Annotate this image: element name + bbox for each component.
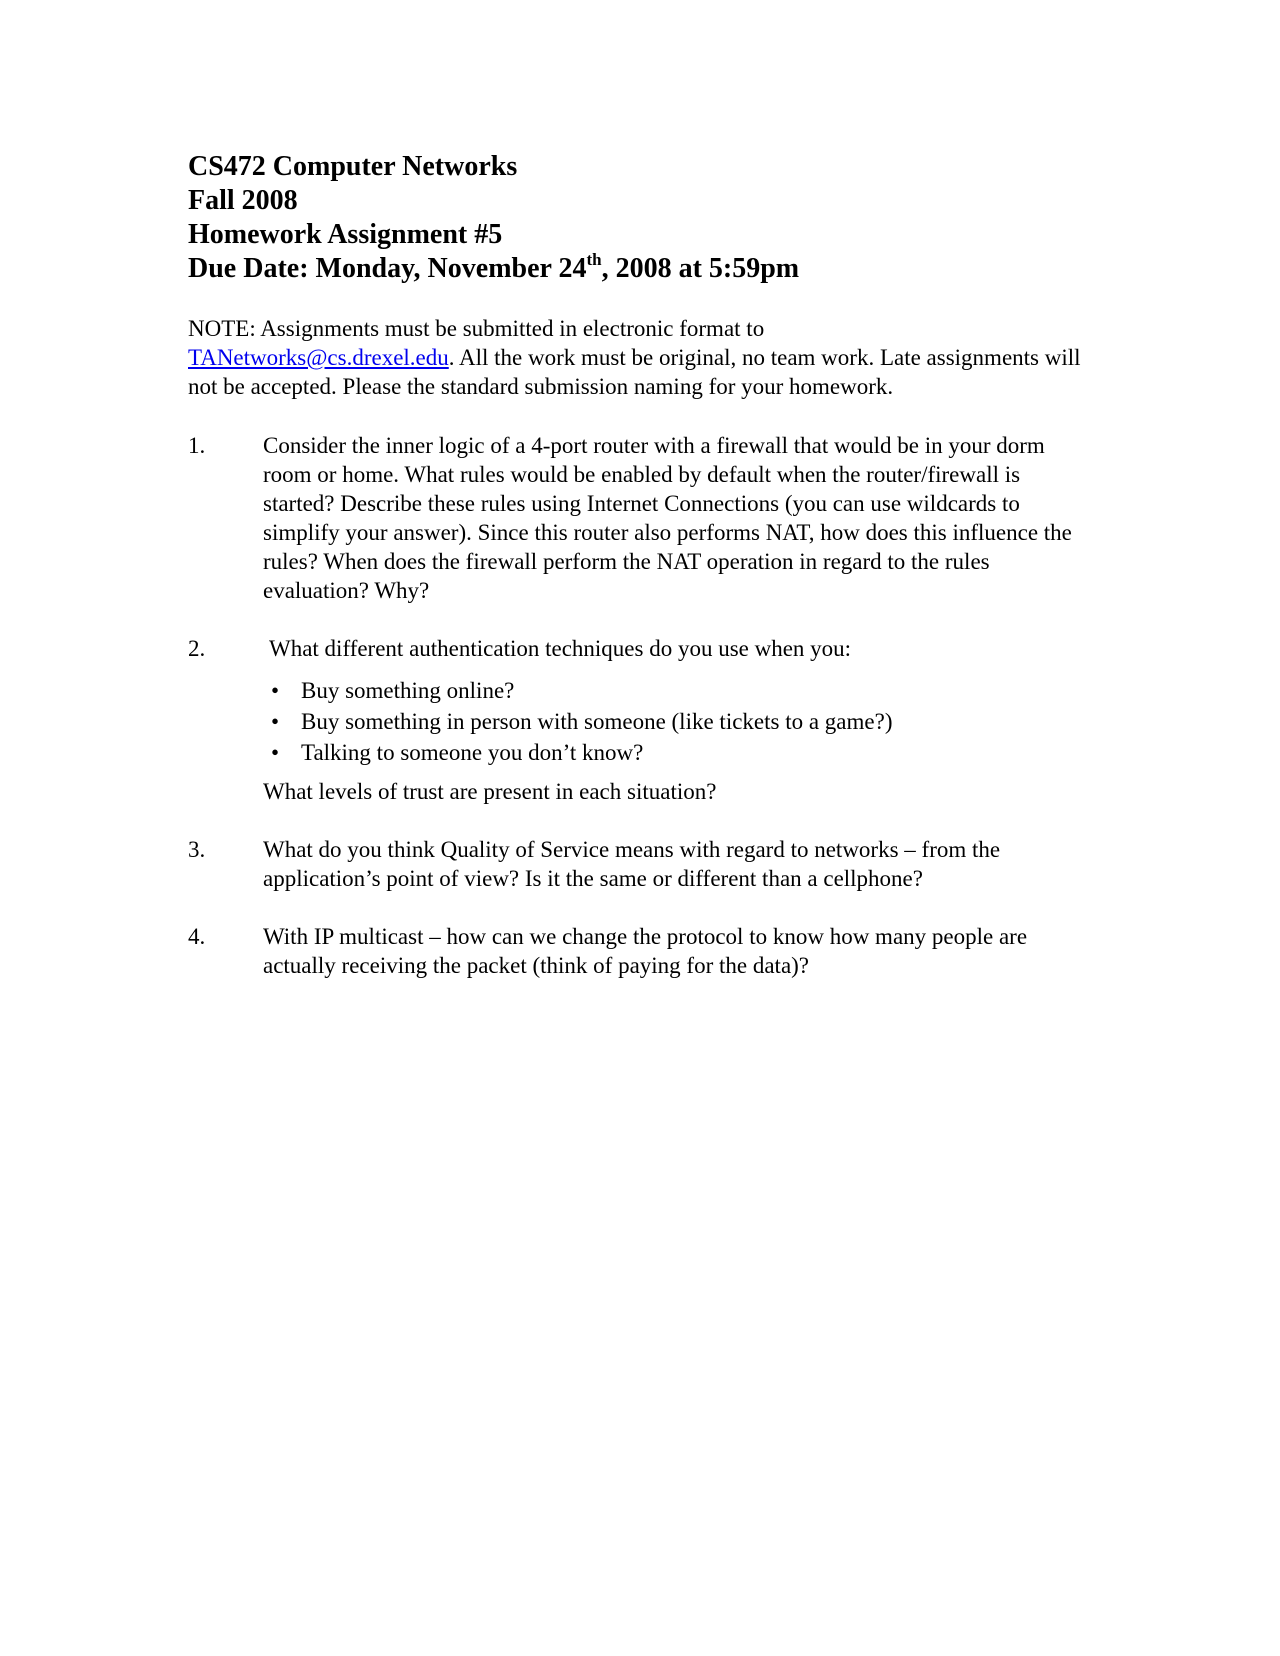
due-date-suffix: , 2008 at 5:59pm [601, 253, 800, 284]
question-number: 1. [188, 433, 206, 458]
question-body [263, 634, 1088, 806]
submission-note [188, 314, 1088, 401]
assignment-title: Homework Assignment #5 [188, 219, 503, 250]
due-date-prefix: Due Date: Monday, November 24 [188, 253, 587, 284]
question-text: Consider the inner logic of a 4-port router with a firewall that would be in your dorm room or home. What rules would be enabled by default when the router/firewall is started? Describe these rules using Internet Connections (you can use wildcards to simplify your answer). Since this router also performs NAT, how does this influence the rules? When does the firewall perform the NAT operation in regard to the rules evaluation? Why? [263, 433, 1072, 603]
bullet-list [263, 675, 1088, 768]
term: Fall 2008 [188, 185, 298, 216]
question-list [188, 431, 1088, 980]
question-text: What different authentication techniques do you use when you: [269, 636, 852, 661]
note-intro: NOTE: Assignments must be submitted in electronic format to [188, 316, 765, 341]
bullet-icon: • [271, 740, 280, 765]
note-rest: . All the work must be original, no team work. Late assignments will not be accepted. Please the standard submission naming for your homework. [188, 345, 1081, 399]
bullet-text: Buy something in person with someone (like tickets to a game?) [301, 709, 893, 734]
bullet-item [263, 706, 1088, 737]
question-1 [188, 431, 1088, 605]
due-date [188, 249, 1088, 286]
bullet-item [263, 737, 1088, 768]
question-number: 2. [188, 636, 206, 661]
question-number: 3. [188, 837, 206, 862]
bullet-item [263, 675, 1088, 706]
question-2 [188, 634, 1088, 806]
bullet-text: Buy something online? [301, 678, 515, 703]
bullet-text: Talking to someone you don’t know? [301, 740, 644, 765]
email-link[interactable]: TANetworks@cs.drexel.edu [188, 345, 449, 370]
question-number: 4. [188, 924, 206, 949]
bullet-icon: • [271, 678, 280, 703]
document-header [188, 150, 1088, 286]
bullet-icon: • [271, 709, 280, 734]
question-followup: What levels of trust are present in each situation? [263, 779, 717, 804]
due-date-superscript: th [586, 249, 602, 269]
question-3 [188, 835, 1088, 893]
question-4 [188, 922, 1088, 980]
question-text: With IP multicast – how can we change the protocol to know how many people are actually receiving the packet (think of paying for the data)? [263, 924, 1028, 978]
document-content [188, 150, 1088, 1009]
course-title: CS472 Computer Networks [188, 151, 518, 182]
question-text: What do you think Quality of Service means with regard to networks – from the application’s point of view? Is it the same or different than a cellphone? [263, 837, 1001, 891]
